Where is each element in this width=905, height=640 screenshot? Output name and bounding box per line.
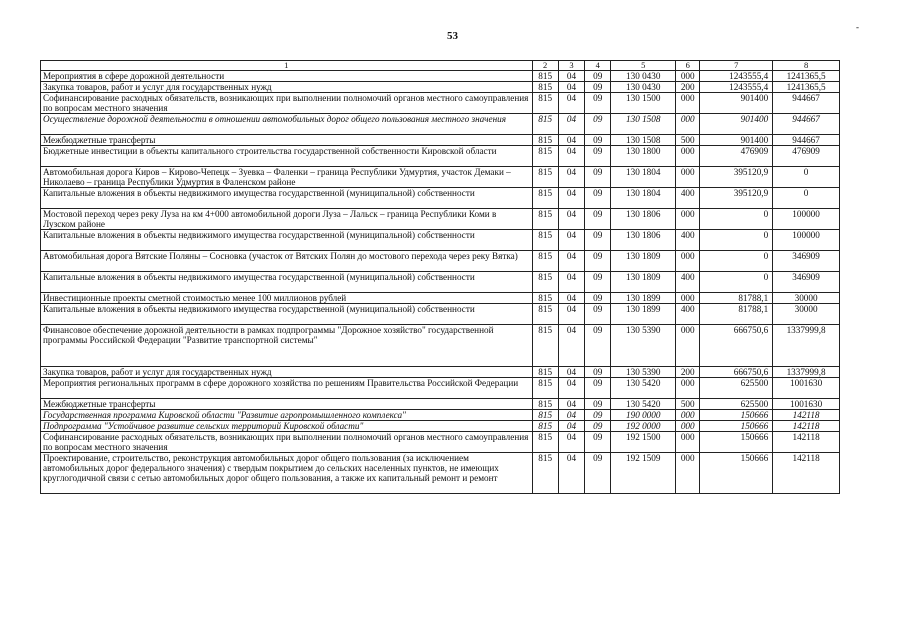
table-row — [41, 114, 840, 135]
row-amount-1-cell: 666750,6 — [700, 367, 773, 378]
row-code-cell: 815 — [532, 293, 558, 304]
row-kind-cell: 000 — [676, 167, 700, 188]
table-row — [41, 146, 840, 167]
row-subsection-cell: 09 — [585, 230, 611, 251]
row-section-cell: 04 — [558, 167, 584, 188]
table-row — [41, 230, 840, 251]
row-amount-2-cell: 1001630 — [773, 378, 840, 399]
row-code-cell: 815 — [532, 167, 558, 188]
row-amount-2-cell: 142118 — [773, 432, 840, 453]
row-subsection-cell: 09 — [585, 399, 611, 410]
row-name-cell: Автомобильная дорога Киров – Кирово-Чепецк – Зуевка – Фаленки – граница Республики Удмуртия, участок Демаки – Николаево – граница Республики Удмуртия в Фаленском районе — [41, 167, 533, 188]
table-row — [41, 272, 840, 293]
table-header-row — [41, 61, 840, 71]
table-row — [41, 209, 840, 230]
row-code-cell: 815 — [532, 410, 558, 421]
row-section-cell: 04 — [558, 93, 584, 114]
row-section-cell: 04 — [558, 114, 584, 135]
row-code-cell: 815 — [532, 453, 558, 494]
row-section-cell: 04 — [558, 421, 584, 432]
row-amount-2-cell: 346909 — [773, 272, 840, 293]
row-amount-1-cell: 81788,1 — [700, 293, 773, 304]
row-amount-2-cell: 944667 — [773, 93, 840, 114]
row-amount-2-cell: 1001630 — [773, 399, 840, 410]
table-row — [41, 82, 840, 93]
row-subsection-cell: 09 — [585, 82, 611, 93]
table-row — [41, 453, 840, 494]
row-target-cell: 130 1508 — [611, 114, 676, 135]
row-amount-1-cell: 0 — [700, 230, 773, 251]
row-target-cell: 192 0000 — [611, 421, 676, 432]
row-target-cell: 130 5390 — [611, 325, 676, 367]
row-amount-2-cell: 100000 — [773, 209, 840, 230]
row-name-cell: Межбюджетные трансферты — [41, 135, 533, 146]
table-row — [41, 135, 840, 146]
row-target-cell: 130 1500 — [611, 93, 676, 114]
row-target-cell: 130 1806 — [611, 230, 676, 251]
row-kind-cell: 000 — [676, 146, 700, 167]
row-target-cell: 130 5420 — [611, 378, 676, 399]
row-section-cell: 04 — [558, 209, 584, 230]
row-kind-cell: 000 — [676, 421, 700, 432]
row-amount-2-cell: 142118 — [773, 453, 840, 494]
header-cell-3: 3 — [558, 61, 584, 71]
row-code-cell: 815 — [532, 251, 558, 272]
row-name-cell: Мостовой переход через реку Луза на км 4+000 автомобильной дороги Луза – Лальск – граница Республики Коми в Лузском районе — [41, 209, 533, 230]
row-target-cell: 130 1809 — [611, 272, 676, 293]
row-subsection-cell: 09 — [585, 167, 611, 188]
row-subsection-cell: 09 — [585, 209, 611, 230]
header-cell-8: 8 — [773, 61, 840, 71]
row-subsection-cell: 09 — [585, 421, 611, 432]
table-row — [41, 432, 840, 453]
row-subsection-cell: 09 — [585, 293, 611, 304]
row-section-cell: 04 — [558, 272, 584, 293]
row-amount-1-cell: 476909 — [700, 146, 773, 167]
row-code-cell: 815 — [532, 135, 558, 146]
row-name-cell: Государственная программа Кировской области "Развитие агропромышленного комплекса" — [41, 410, 533, 421]
row-kind-cell: 000 — [676, 378, 700, 399]
row-amount-1-cell: 150666 — [700, 432, 773, 453]
row-name-cell: Инвестиционные проекты сметной стоимостью менее 100 миллионов рублей — [41, 293, 533, 304]
table-row — [41, 71, 840, 82]
row-kind-cell: 000 — [676, 251, 700, 272]
table-row — [41, 188, 840, 209]
row-name-cell: Закупка товаров, работ и услуг для государственных нужд — [41, 367, 533, 378]
row-amount-2-cell: 1337999,8 — [773, 325, 840, 367]
header-cell-4: 4 — [585, 61, 611, 71]
row-section-cell: 04 — [558, 82, 584, 93]
row-amount-2-cell: 1241365,5 — [773, 82, 840, 93]
row-target-cell: 130 1809 — [611, 251, 676, 272]
row-amount-1-cell: 666750,6 — [700, 325, 773, 367]
row-kind-cell: 400 — [676, 188, 700, 209]
row-code-cell: 815 — [532, 325, 558, 367]
row-section-cell: 04 — [558, 304, 584, 325]
row-amount-1-cell: 901400 — [700, 135, 773, 146]
row-target-cell: 130 1899 — [611, 304, 676, 325]
row-subsection-cell: 09 — [585, 114, 611, 135]
row-amount-2-cell: 944667 — [773, 135, 840, 146]
row-amount-1-cell: 625500 — [700, 399, 773, 410]
row-target-cell: 130 1800 — [611, 146, 676, 167]
row-target-cell: 130 0430 — [611, 82, 676, 93]
row-amount-2-cell: 0 — [773, 167, 840, 188]
row-target-cell: 130 1899 — [611, 293, 676, 304]
row-code-cell: 815 — [532, 304, 558, 325]
row-subsection-cell: 09 — [585, 93, 611, 114]
row-kind-cell: 000 — [676, 325, 700, 367]
row-code-cell: 815 — [532, 378, 558, 399]
row-code-cell: 815 — [532, 114, 558, 135]
row-amount-1-cell: 625500 — [700, 378, 773, 399]
row-kind-cell: 400 — [676, 272, 700, 293]
row-amount-2-cell: 944667 — [773, 114, 840, 135]
row-amount-1-cell: 395120,9 — [700, 167, 773, 188]
row-name-cell: Софинансирование расходных обязательств, возникающих при выполнении полномочий органов местного самоуправления по вопросам местного значения — [41, 93, 533, 114]
row-code-cell: 815 — [532, 367, 558, 378]
row-name-cell: Капитальные вложения в объекты недвижимого имущества государственной (муниципальной) собственности — [41, 188, 533, 209]
row-amount-2-cell: 142118 — [773, 410, 840, 421]
table-row — [41, 167, 840, 188]
page-number: 53 — [447, 30, 458, 42]
row-kind-cell: 200 — [676, 82, 700, 93]
row-code-cell: 815 — [532, 209, 558, 230]
row-code-cell: 815 — [532, 421, 558, 432]
row-subsection-cell: 09 — [585, 251, 611, 272]
table-row — [41, 93, 840, 114]
row-kind-cell: 000 — [676, 71, 700, 82]
row-code-cell: 815 — [532, 93, 558, 114]
row-subsection-cell: 09 — [585, 135, 611, 146]
budget-table — [40, 60, 840, 494]
row-name-cell: Мероприятия в сфере дорожной деятельности — [41, 71, 533, 82]
row-name-cell: Капитальные вложения в объекты недвижимого имущества государственной (муниципальной) собственности — [41, 230, 533, 251]
row-section-cell: 04 — [558, 251, 584, 272]
row-subsection-cell: 09 — [585, 432, 611, 453]
row-target-cell: 130 1804 — [611, 167, 676, 188]
row-amount-2-cell: 100000 — [773, 230, 840, 251]
header-cell-6: 6 — [676, 61, 700, 71]
row-name-cell: Проектирование, строительство, реконструкция автомобильных дорог общего пользования (за исключением автомобильных дорог федерального значения) с твердым покрытием до сельских населенных пунктов, не имеющих круглогодичной связи с сетью автомобильных дорог общего пользования, а также их капитальный ремонт и ремонт — [41, 453, 533, 494]
row-name-cell: Автомобильная дорога Вятские Поляны – Сосновка (участок от Вятских Полян до мостового перехода через реку Вятка) — [41, 251, 533, 272]
corner-mark: - — [856, 22, 859, 32]
row-target-cell: 130 1804 — [611, 188, 676, 209]
row-kind-cell: 000 — [676, 209, 700, 230]
row-name-cell: Подпрограмма "Устойчивое развитие сельских территорий Кировской области" — [41, 421, 533, 432]
row-section-cell: 04 — [558, 71, 584, 82]
header-cell-5: 5 — [611, 61, 676, 71]
row-code-cell: 815 — [532, 82, 558, 93]
row-section-cell: 04 — [558, 135, 584, 146]
row-kind-cell: 200 — [676, 367, 700, 378]
row-kind-cell: 500 — [676, 135, 700, 146]
row-kind-cell: 000 — [676, 114, 700, 135]
row-amount-2-cell: 1241365,5 — [773, 71, 840, 82]
row-subsection-cell: 09 — [585, 410, 611, 421]
row-amount-1-cell: 81788,1 — [700, 304, 773, 325]
row-amount-1-cell: 395120,9 — [700, 188, 773, 209]
row-amount-1-cell: 1243555,4 — [700, 82, 773, 93]
row-subsection-cell: 09 — [585, 188, 611, 209]
table-row — [41, 304, 840, 325]
table-row — [41, 325, 840, 367]
row-section-cell: 04 — [558, 378, 584, 399]
row-amount-1-cell: 1243555,4 — [700, 71, 773, 82]
row-amount-1-cell: 0 — [700, 209, 773, 230]
row-amount-2-cell: 0 — [773, 188, 840, 209]
header-cell-2: 2 — [532, 61, 558, 71]
row-target-cell: 130 5390 — [611, 367, 676, 378]
table-row — [41, 421, 840, 432]
row-kind-cell: 000 — [676, 93, 700, 114]
row-amount-2-cell: 30000 — [773, 304, 840, 325]
row-code-cell: 815 — [532, 272, 558, 293]
row-target-cell: 190 0000 — [611, 410, 676, 421]
row-subsection-cell: 09 — [585, 272, 611, 293]
row-target-cell: 192 1500 — [611, 432, 676, 453]
row-name-cell: Капитальные вложения в объекты недвижимого имущества государственной (муниципальной) собственности — [41, 272, 533, 293]
row-code-cell: 815 — [532, 188, 558, 209]
row-amount-2-cell: 346909 — [773, 251, 840, 272]
table-row — [41, 399, 840, 410]
row-target-cell: 130 1806 — [611, 209, 676, 230]
row-name-cell: Межбюджетные трансферты — [41, 399, 533, 410]
row-name-cell: Софинансирование расходных обязательств, возникающих при выполнении полномочий органов местного самоуправления по вопросам местного значения — [41, 432, 533, 453]
table-row — [41, 378, 840, 399]
row-amount-2-cell: 1337999,8 — [773, 367, 840, 378]
row-amount-1-cell: 150666 — [700, 410, 773, 421]
row-target-cell: 192 1509 — [611, 453, 676, 494]
row-kind-cell: 000 — [676, 432, 700, 453]
row-subsection-cell: 09 — [585, 304, 611, 325]
row-subsection-cell: 09 — [585, 378, 611, 399]
row-target-cell: 130 1508 — [611, 135, 676, 146]
row-section-cell: 04 — [558, 399, 584, 410]
row-amount-1-cell: 0 — [700, 272, 773, 293]
row-target-cell: 130 0430 — [611, 71, 676, 82]
row-amount-1-cell: 0 — [700, 251, 773, 272]
row-section-cell: 04 — [558, 230, 584, 251]
table-row — [41, 367, 840, 378]
row-amount-2-cell: 142118 — [773, 421, 840, 432]
row-amount-1-cell: 901400 — [700, 114, 773, 135]
row-section-cell: 04 — [558, 146, 584, 167]
row-section-cell: 04 — [558, 410, 584, 421]
row-target-cell: 130 5420 — [611, 399, 676, 410]
row-code-cell: 815 — [532, 399, 558, 410]
row-name-cell: Осуществление дорожной деятельности в отношении автомобильных дорог общего пользования местного значения — [41, 114, 533, 135]
row-code-cell: 815 — [532, 146, 558, 167]
row-amount-1-cell: 901400 — [700, 93, 773, 114]
row-code-cell: 815 — [532, 71, 558, 82]
table-body — [41, 71, 840, 494]
table-row — [41, 410, 840, 421]
row-code-cell: 815 — [532, 230, 558, 251]
row-subsection-cell: 09 — [585, 71, 611, 82]
row-kind-cell: 000 — [676, 453, 700, 494]
row-name-cell: Капитальные вложения в объекты недвижимого имущества государственной (муниципальной) собственности — [41, 304, 533, 325]
row-section-cell: 04 — [558, 188, 584, 209]
row-subsection-cell: 09 — [585, 367, 611, 378]
header-cell-1: 1 — [41, 61, 533, 71]
row-kind-cell: 000 — [676, 293, 700, 304]
row-kind-cell: 000 — [676, 410, 700, 421]
row-section-cell: 04 — [558, 293, 584, 304]
row-name-cell: Закупка товаров, работ и услуг для государственных нужд — [41, 82, 533, 93]
row-name-cell: Финансовое обеспечение дорожной деятельности в рамках подпрограммы "Дорожное хозяйство" государственной программы Российской Федерации "Развитие транспортной системы" — [41, 325, 533, 367]
row-name-cell: Мероприятия региональных программ в сфере дорожного хозяйства по решениям Правительства Российской Федерации — [41, 378, 533, 399]
row-section-cell: 04 — [558, 367, 584, 378]
table-row — [41, 293, 840, 304]
row-kind-cell: 500 — [676, 399, 700, 410]
row-subsection-cell: 09 — [585, 325, 611, 367]
row-amount-2-cell: 476909 — [773, 146, 840, 167]
row-kind-cell: 400 — [676, 304, 700, 325]
table-row — [41, 251, 840, 272]
row-section-cell: 04 — [558, 325, 584, 367]
row-code-cell: 815 — [532, 432, 558, 453]
row-amount-2-cell: 30000 — [773, 293, 840, 304]
header-cell-7: 7 — [700, 61, 773, 71]
row-section-cell: 04 — [558, 432, 584, 453]
row-subsection-cell: 09 — [585, 453, 611, 494]
row-name-cell: Бюджетные инвестиции в объекты капитального строительства государственной собственности Кировской области — [41, 146, 533, 167]
row-kind-cell: 400 — [676, 230, 700, 251]
row-subsection-cell: 09 — [585, 146, 611, 167]
row-amount-1-cell: 150666 — [700, 453, 773, 494]
row-section-cell: 04 — [558, 453, 584, 494]
row-amount-1-cell: 150666 — [700, 421, 773, 432]
